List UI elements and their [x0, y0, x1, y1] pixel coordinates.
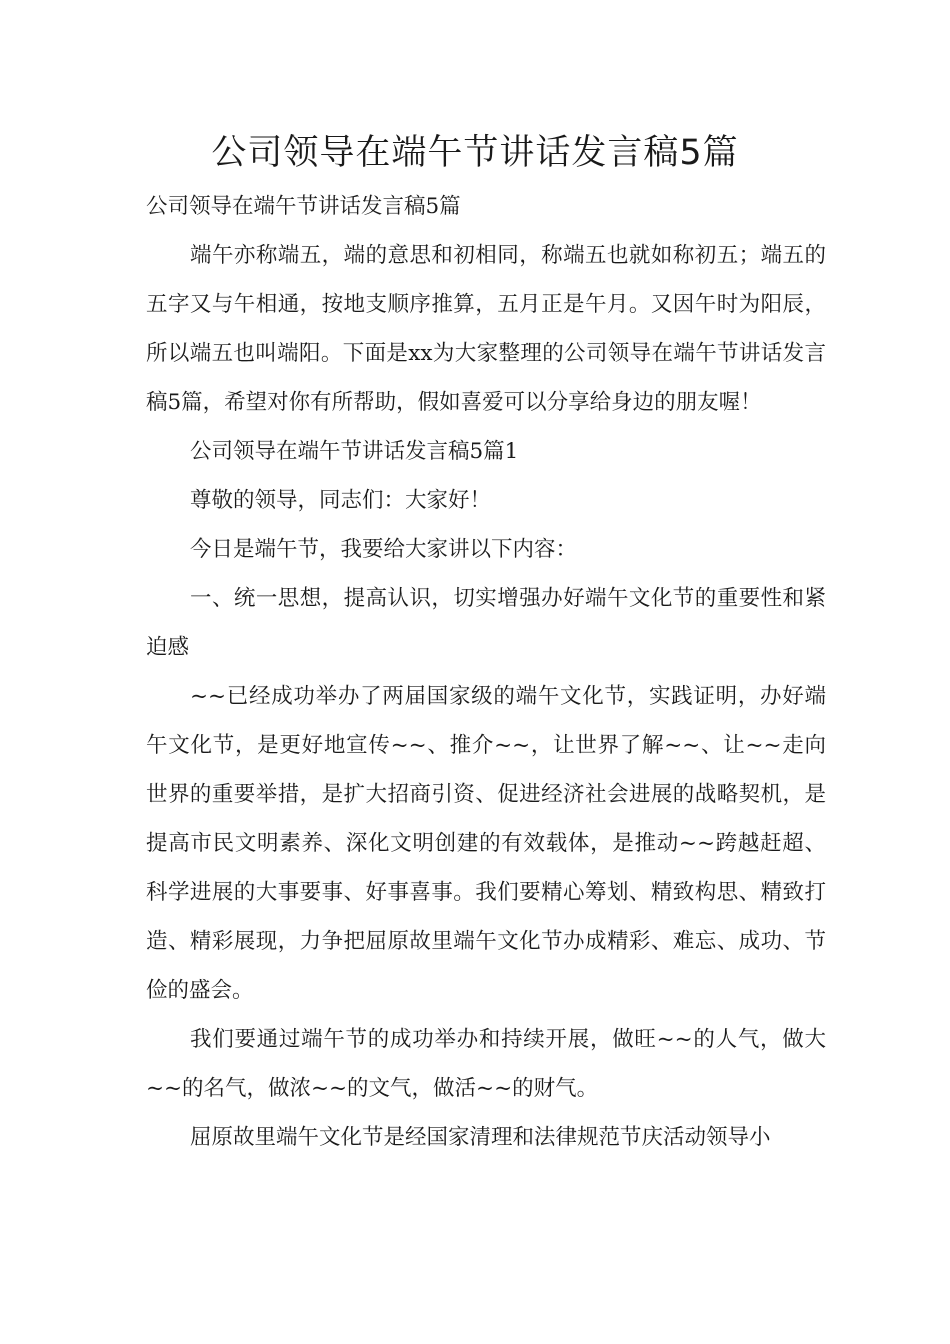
document-body [146, 182, 826, 1162]
agenda-paragraph: 今日是端午节，我要给大家讲以下内容： [190, 537, 578, 562]
body-paragraph: 屈原故里端午文化节是经国家清理和法律规范节庆活动领导小 [190, 1125, 771, 1150]
body-paragraph: 我们要通过端午节的成功举办和持续开展，做旺~~的人气，做大~~的名气，做浓~~的文气，做活~~的财气。 [146, 1027, 826, 1101]
intro-paragraph: 端午亦称端五，端的意思和初相同，称端五也就如称初五；端五的五字又与午相通，按地支顺序推算，五月正是午月。又因午时为阳辰，所以端五也叫端阳。下面是xx为大家整理的公司领导在端午节讲话发言稿5篇，希望对你有所帮助，假如喜爱可以分享给身边的朋友喔！ [146, 243, 826, 415]
body-paragraph: ~~已经成功举办了两届国家级的端午文化节，实践证明，办好端午文化节，是更好地宣传~~、推介~~，让世界了解~~、让~~走向世界的重要举措，是扩大招商引资、促进经济社会进展的战略契机，是提高市民文明素养、深化文明创建的有效载体，是推动~~跨越赶超、科学进展的大事要事、好事喜事。我们要精心筹划、精致构思、精致打造、精彩展现，力争把屈原故里端午文化节办成精彩、难忘、成功、节俭的盛会。 [146, 684, 826, 1003]
document-title: 公司领导在端午节讲话发言稿5篇 [211, 133, 739, 173]
document-subtitle: 公司领导在端午节讲话发言稿5篇 [146, 194, 461, 219]
point-one-heading: 一、统一思想，提高认识，切实增强办好端午文化节的重要性和紧迫感 [146, 586, 826, 660]
section-heading: 公司领导在端午节讲话发言稿5篇1 [190, 439, 519, 464]
greeting-paragraph: 尊敬的领导，同志们：大家好！ [190, 488, 492, 513]
